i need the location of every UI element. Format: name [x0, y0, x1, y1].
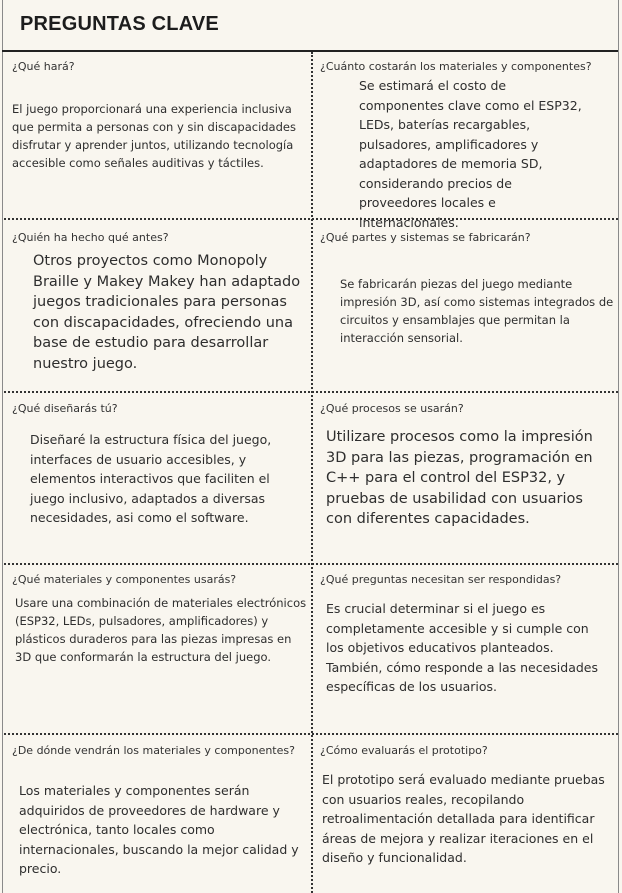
- question-label: ¿Qué procesos se usarán?: [320, 402, 464, 415]
- cell-de-donde-materiales: [4, 735, 310, 893]
- left-border: [2, 0, 3, 893]
- answer-text: Es crucial determinar si el juego es completamente accesible y si cumple con los objetivos educativos planteados. También, cómo responde a las necesidades específicas de los usuarios.: [326, 601, 599, 694]
- question-label: ¿De dónde vendrán los materiales y componentes?: [12, 744, 295, 757]
- answer-text: Se estimará el costo de componentes clave como el ESP32, LEDs, baterías recargables, pulsadores, amplificadores y adaptadores de memoria SD, considerando precios de proveedores locales e internacionales.: [359, 78, 582, 230]
- answer-text: El juego proporcionará una experiencia inclusiva que permita a personas con y sin discapacidades disfrutar y aprender juntos, utilizando tecnología accesible como señales auditivas y táctiles.: [12, 102, 296, 170]
- question-label: ¿Qué hará?: [12, 60, 75, 73]
- cell-que-procesos: [313, 393, 618, 563]
- cell-quien-ha-hecho: [4, 220, 310, 391]
- question-label: ¿Qué materiales y componentes usarás?: [12, 573, 237, 586]
- cell-costo-materiales: [313, 52, 618, 230]
- answer-text: Los materiales y componentes serán adquiridos de proveedores de hardware y electrónica, tanto locales como internacionales, buscando la mejor calidad y precio.: [19, 783, 299, 876]
- question-label: ¿Cómo evaluarás el prototipo?: [320, 744, 488, 757]
- answer-text: Utilizare procesos como la impresión 3D para las piezas, programación en C++ para el control del ESP32, y pruebas de usabilidad con usuarios con diferentes capacidades.: [326, 429, 593, 527]
- cell-preguntas-respondidas: [313, 565, 618, 733]
- question-label: ¿Cuánto costarán los materiales y componentes?: [320, 60, 592, 73]
- page-title: PREGUNTAS CLAVE: [20, 13, 219, 35]
- answer-text: Se fabricarán piezas del juego mediante impresión 3D, así como sistemas integrados de circuitos y ensamblajes que permitan la interacción sensorial.: [340, 277, 614, 345]
- cell-que-disenaras: [4, 393, 310, 563]
- question-label: ¿Qué preguntas necesitan ser respondidas?: [320, 573, 562, 586]
- cell-partes-sistemas: [313, 220, 618, 391]
- question-label: ¿Quién ha hecho qué antes?: [12, 231, 169, 244]
- header: [2, 0, 618, 52]
- question-label: ¿Qué diseñarás tú?: [12, 402, 118, 415]
- right-border: [618, 0, 619, 893]
- cell-materiales-componentes: [4, 565, 310, 733]
- cell-que-hara: [4, 52, 310, 218]
- cell-evaluar-prototipo: [313, 735, 618, 893]
- answer-text: El prototipo será evaluado mediante pruebas con usuarios reales, recopilando retroalimentación detallada para identificar áreas de mejora y realizar iteraciones en el diseño y funcionalidad.: [322, 772, 605, 865]
- question-label: ¿Qué partes y sistemas se fabricarán?: [320, 231, 531, 244]
- answer-text: Otros proyectos como Monopoly Braille y Makey Makey han adaptado juegos tradicionales para personas con discapacidades, ofreciendo una base de estudio para desarrollar nuestro juego.: [33, 253, 301, 372]
- answer-text: Usare una combinación de materiales electrónicos (ESP32, LEDs, pulsadores, amplificadores) y plásticos duraderos para las piezas impresas en 3D que conformarán la estructura del juego.: [15, 596, 307, 664]
- answer-text: Diseñaré la estructura física del juego, interfaces de usuario accesibles, y elementos interactivos que faciliten el juego inclusivo, adaptados a diversas necesidades, asi como el software.: [30, 432, 272, 525]
